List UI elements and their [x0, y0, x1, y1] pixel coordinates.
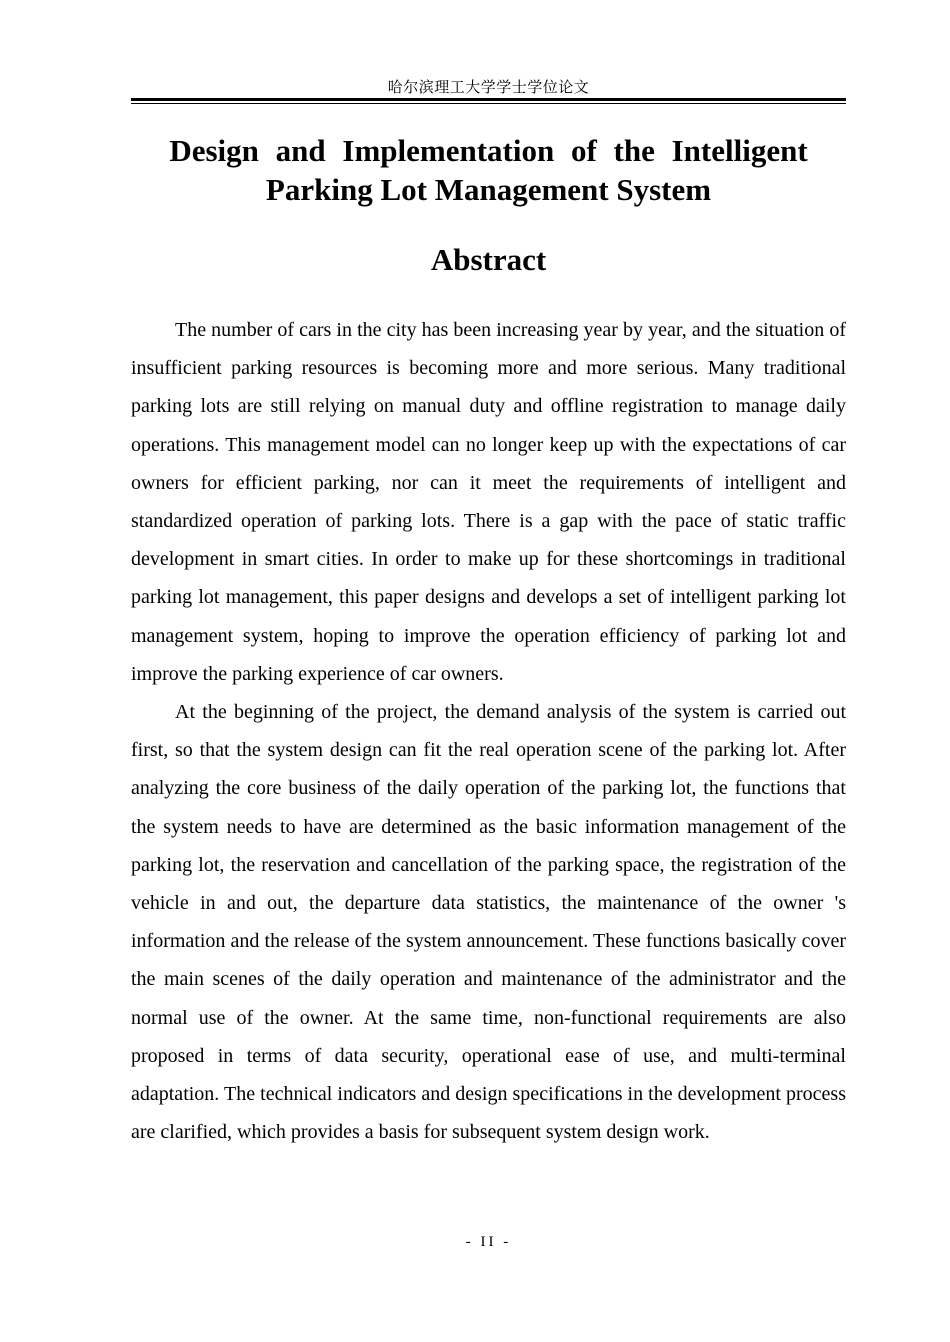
page-number: - II - — [465, 1234, 512, 1250]
thesis-title — [131, 131, 846, 209]
header-rule-thin — [131, 103, 846, 104]
header-rule-thick — [131, 98, 846, 101]
abstract-paragraph-2: At the beginning of the project, the demand analysis of the system is carried out first, so that the system design can fit the real operation scene of the parking lot. After analyzing the core business of the daily operation of the parking lot, the functions that the system needs to have are determined as the basic information management of the parking lot, the reservation and cancellation of the parking space, the registration of the vehicle in and out, the departure data statistics, the maintenance of the owner 's information and the release of the system announcement. These functions basically cover the main scenes of the daily operation and maintenance of the administrator and the normal use of the owner. At the same time, non-functional requirements are also proposed in terms of data security, operational ease of use, and multi-terminal adaptation. The technical indicators and design specifications in the development process are clarified, which provides a basis for subsequent system design work. — [131, 701, 846, 1144]
abstract-paragraph-1: The number of cars in the city has been increasing year by year, and the situation of insufficient parking resources is becoming more and more serious. Many traditional parking lots are still relying on manual duty and offline registration to manage daily operations. This management model can no longer keep up with the expectations of car owners for efficient parking, nor can it meet the requirements of intelligent and standardized operation of parking lots. There is a gap with the pace of static traffic development in smart cities. In order to make up for these shortcomings in traditional parking lot management, this paper designs and develops a set of intelligent parking lot management system, hoping to improve the operation efficiency of parking lot and improve the parking experience of car owners. — [131, 319, 846, 685]
thesis-title-line-1: Design and Implementation of the Intelligent — [169, 133, 808, 168]
abstract-heading: Abstract — [430, 242, 547, 277]
running-header: 哈尔滨理工大学学士学位论文 — [387, 80, 590, 96]
abstract-body — [131, 311, 846, 1151]
header-rule — [131, 98, 846, 105]
thesis-title-line-2: Parking Lot Management System — [265, 172, 712, 207]
